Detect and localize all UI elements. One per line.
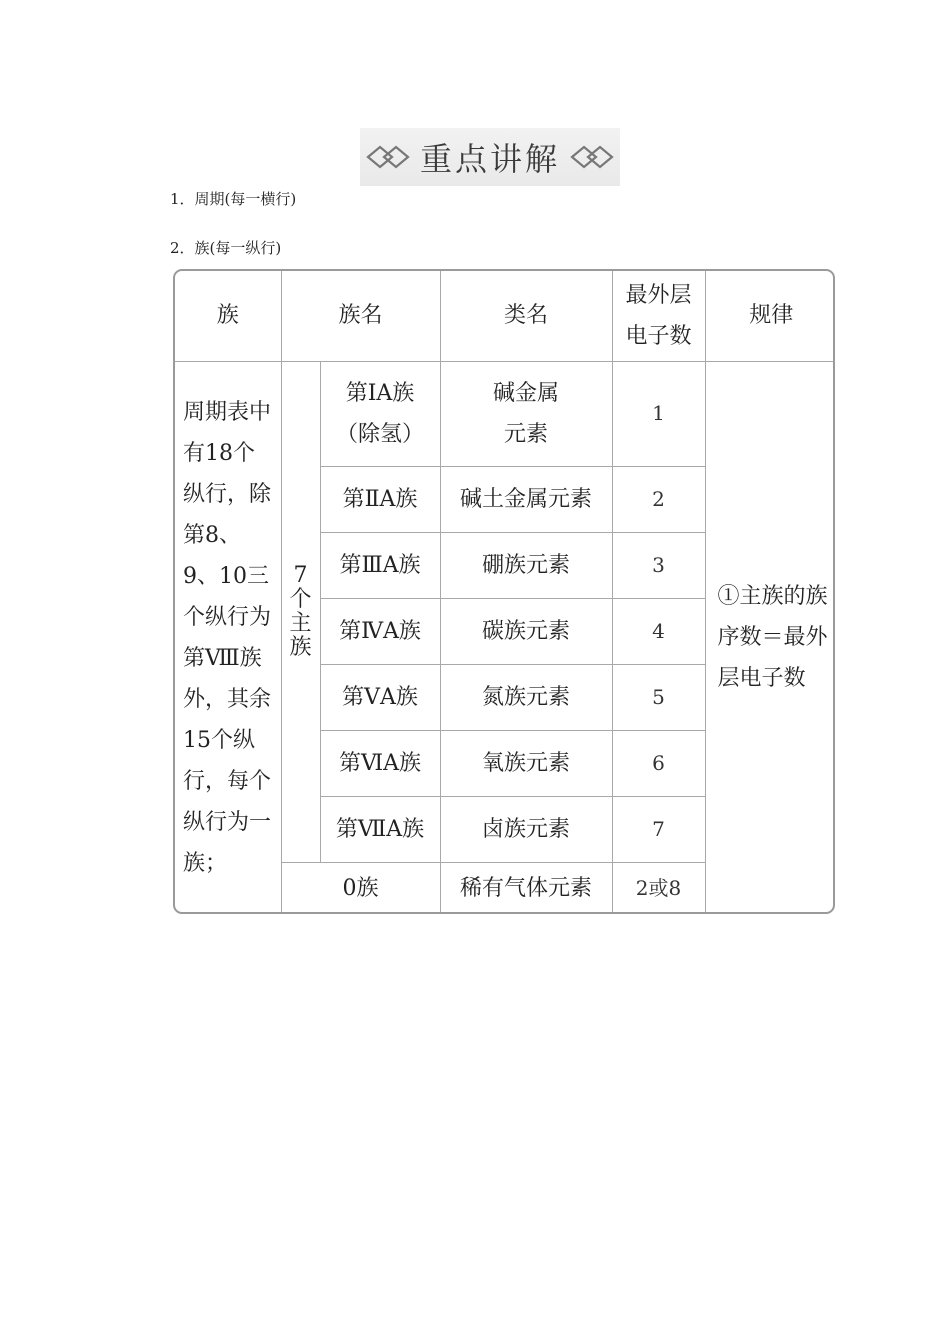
class-name-cell	[440, 361, 612, 466]
header-outer-electrons	[612, 271, 705, 361]
main-group-label	[281, 361, 320, 862]
electron-count-cell: 5	[612, 664, 705, 730]
electron-count-cell: 1	[612, 361, 705, 466]
class-name-cell: 硼族元素	[440, 532, 612, 598]
header-rule: 规律	[705, 271, 835, 361]
group-name-cell: 第ⅣA族	[320, 598, 440, 664]
class-name-cell: 碳族元素	[440, 598, 612, 664]
electron-count-cell: 6	[612, 730, 705, 796]
class-name-line1: 碱金属	[493, 380, 560, 406]
electron-count-cell: 7	[612, 796, 705, 862]
section-banner	[360, 128, 620, 186]
class-name-cell: 碱土金属元素	[440, 466, 612, 532]
group-name-cell	[320, 361, 440, 466]
class-name-cell: 卤族元素	[440, 796, 612, 862]
left-description: 周期表中有18个纵行，除第8、9、10三个纵行为第Ⅷ族外，其余15个纵行，每个纵行为一族；	[175, 361, 281, 914]
section-heading-period: 1．周期(每一横行)	[170, 190, 297, 208]
electron-count-cell: 3	[612, 532, 705, 598]
zero-group-electrons: 2或8	[612, 862, 705, 914]
rule-cell: ①主族的族序数＝最外层电子数	[705, 361, 835, 914]
table-header-row	[175, 271, 835, 361]
group-name-cell: 第ⅥA族	[320, 730, 440, 796]
class-name-cell: 氮族元素	[440, 664, 612, 730]
group-name-line2: （除氢）	[336, 421, 425, 447]
zero-group-class: 稀有气体元素	[440, 862, 612, 914]
main-group-label-text: 7个主族	[289, 562, 312, 660]
header-class-name: 类名	[440, 271, 612, 361]
banner-title: 重点讲解	[419, 140, 560, 178]
zero-group-name: 0族	[281, 862, 440, 914]
header-outer-electrons-line1: 最外层	[625, 282, 692, 308]
class-name-cell: 氧族元素	[440, 730, 612, 796]
group-name-line1: 第ⅠA族	[345, 380, 415, 406]
double-diamond-left-icon	[366, 144, 412, 170]
group-name-cell: 第ⅡA族	[320, 466, 440, 532]
group-name-cell: 第ⅤA族	[320, 664, 440, 730]
header-group-name: 族名	[281, 271, 440, 361]
group-table	[173, 269, 835, 914]
group-name-cell: 第ⅢA族	[320, 532, 440, 598]
group-name-cell: 第ⅦA族	[320, 796, 440, 862]
header-group: 族	[175, 271, 281, 361]
section-heading-group: 2．族(每一纵行)	[170, 239, 282, 257]
electron-count-cell: 2	[612, 466, 705, 532]
double-diamond-right-icon	[568, 144, 614, 170]
table-row	[175, 361, 835, 466]
electron-count-cell: 4	[612, 598, 705, 664]
header-outer-electrons-line2: 电子数	[625, 323, 692, 349]
class-name-line2: 元素	[504, 421, 549, 447]
